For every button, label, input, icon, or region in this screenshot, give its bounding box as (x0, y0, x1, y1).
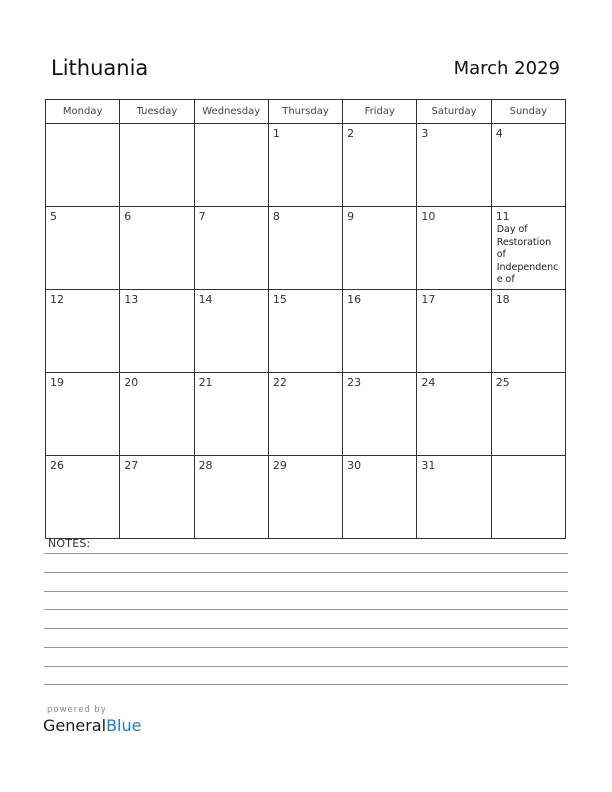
weekday-header: Wednesday (194, 100, 268, 124)
day-number: 15 (272, 293, 287, 306)
day-number: 2 (347, 127, 355, 140)
day-cell (491, 456, 565, 539)
day-number: 11 (495, 210, 510, 223)
day-number: 16 (347, 293, 362, 306)
day-number: 24 (421, 376, 436, 389)
day-cell (491, 207, 565, 290)
day-number: 18 (495, 293, 510, 306)
day-cell (194, 456, 268, 539)
day-cell (194, 373, 268, 456)
weekday-header: Sunday (491, 100, 565, 124)
powered-by-text: powered by (47, 705, 107, 715)
day-cell (343, 124, 417, 207)
day-number: 4 (495, 127, 503, 140)
day-cell (268, 124, 342, 207)
day-cell (46, 290, 120, 373)
brand-logo[interactable] (43, 716, 141, 735)
day-number: 21 (198, 376, 213, 389)
day-number: 28 (198, 459, 213, 472)
note-line (44, 647, 568, 648)
note-line (44, 684, 568, 685)
day-number: 13 (124, 293, 139, 306)
weekday-header: Saturday (417, 100, 491, 124)
day-cell (120, 290, 194, 373)
calendar-body (46, 124, 566, 539)
weekday-header: Tuesday (120, 100, 194, 124)
day-number: 14 (198, 293, 213, 306)
day-number: 29 (272, 459, 287, 472)
note-line (44, 628, 568, 629)
weekday-header-row (46, 100, 566, 124)
day-cell (120, 124, 194, 207)
day-cell (46, 373, 120, 456)
day-cell (417, 456, 491, 539)
day-number: 26 (50, 459, 64, 472)
day-cell (46, 207, 120, 290)
day-number: 9 (347, 210, 355, 223)
day-number: 23 (347, 376, 362, 389)
day-cell (268, 207, 342, 290)
note-line (44, 591, 568, 592)
day-number: 20 (124, 376, 139, 389)
day-cell (268, 456, 342, 539)
day-cell (417, 373, 491, 456)
week-row (46, 456, 566, 539)
day-cell (417, 290, 491, 373)
day-cell (120, 373, 194, 456)
day-cell (120, 456, 194, 539)
week-row (46, 124, 566, 207)
day-cell (120, 207, 194, 290)
day-cell (343, 456, 417, 539)
day-cell (491, 124, 565, 207)
weekday-header: Friday (343, 100, 417, 124)
day-number: 12 (50, 293, 64, 306)
day-cell (343, 373, 417, 456)
day-cell (491, 290, 565, 373)
day-cell (268, 373, 342, 456)
day-number: 31 (421, 459, 436, 472)
day-number: 6 (124, 210, 132, 223)
day-number: 27 (124, 459, 139, 472)
day-cell (417, 124, 491, 207)
day-number: 22 (272, 376, 287, 389)
day-cell (194, 207, 268, 290)
brand-name-part2: Blue (106, 716, 142, 735)
day-number: 30 (347, 459, 362, 472)
calendar-grid (45, 99, 566, 539)
note-line (44, 666, 568, 667)
day-cell (46, 456, 120, 539)
day-number: 8 (272, 210, 280, 223)
week-row (46, 373, 566, 456)
country-title: Lithuania (51, 56, 149, 80)
day-cell (343, 207, 417, 290)
note-line (44, 553, 568, 554)
day-cell (194, 290, 268, 373)
day-number: 10 (421, 210, 436, 223)
day-number: 5 (50, 210, 57, 223)
weekday-header: Monday (46, 100, 120, 124)
day-cell (343, 290, 417, 373)
note-line (44, 609, 568, 610)
day-cell (417, 207, 491, 290)
holiday-label: Day of Restoration of Independence of (496, 224, 559, 285)
brand-name-part1: General (43, 716, 107, 735)
day-number: 1 (272, 127, 280, 140)
month-title: March 2029 (453, 58, 560, 79)
day-number: 17 (421, 293, 436, 306)
week-row (46, 290, 566, 373)
day-cell (194, 124, 268, 207)
day-cell (46, 124, 120, 207)
day-number: 7 (198, 210, 206, 223)
day-number: 3 (421, 127, 429, 140)
week-row (46, 207, 566, 290)
day-cell (268, 290, 342, 373)
day-cell (491, 373, 565, 456)
day-number: 25 (495, 376, 510, 389)
notes-label: NOTES: (48, 537, 91, 550)
note-line (44, 572, 568, 573)
weekday-header: Thursday (268, 100, 342, 124)
day-number: 19 (50, 376, 64, 389)
